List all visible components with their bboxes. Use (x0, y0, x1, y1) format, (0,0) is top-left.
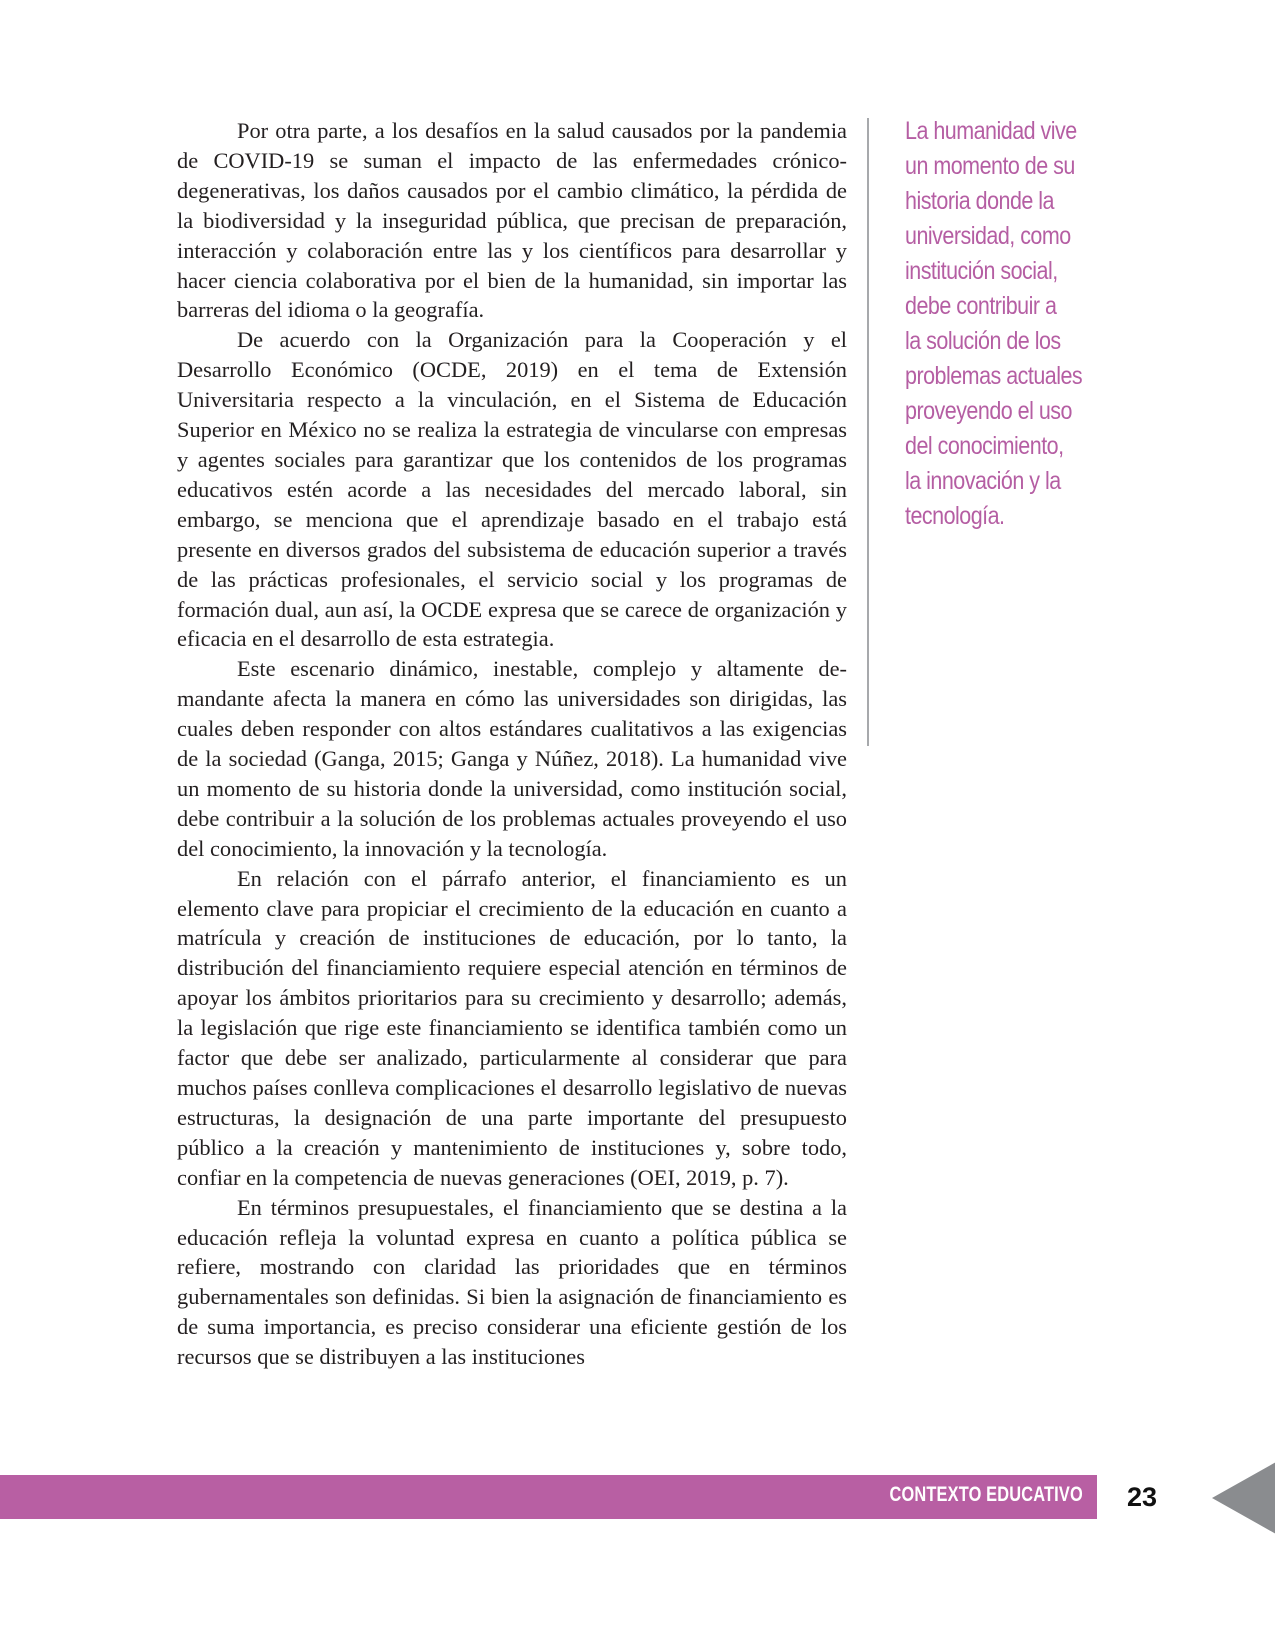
paragraph: Este escenario dinámico, inestable, complejo y altamente demandante afecta la manera en cómo las universidades son dirigidas, las cuales deben responder con altos estándares cualitativos a las exigencias de la sociedad (Ganga, 2015; Ganga y Núñez, 2018). La humanidad vive un momento de su historia donde la universidad, como institución social, debe contribuir a la solución de los problemas actuales proveyendo el uso del conocimiento, la innovación y la tecnología. (177, 656, 847, 861)
pull-quote (905, 114, 1111, 534)
pull-quote-line: del conocimiento, (905, 432, 1064, 460)
pull-quote-line: historia donde la (905, 187, 1055, 215)
footer-section-bar (0, 1475, 1097, 1519)
pull-quote-line: problemas actuales (905, 362, 1083, 390)
pull-quote-line: institución social, (905, 257, 1058, 285)
pull-quote-line: debe contribuir a (905, 292, 1057, 320)
paragraph: Por otra parte, a los desafíos en la salud causados por la pandemia de COVID-19 se suman el impacto de las enfermedades crónico-degenerativas, los daños causados por el cambio climático, la pérdida de la biodiversidad y la inseguridad pública, que precisan de preparación, interacción y colaboración entre las y los científicos para desarrollar y hacer ciencia colaborativa por el bien de la humanidad, sin importar las barreras del idioma o la geografía. (177, 118, 847, 323)
column-divider (867, 118, 869, 746)
main-text-column (177, 116, 847, 1372)
pull-quote-line: proveyendo el uso (905, 397, 1072, 425)
paragraph: En relación con el párrafo anterior, el financiamiento es un elemento clave para propiciar el crecimiento de la educación en cuanto a matrícula y creación de instituciones de educación, por lo tanto, la distribución del financiamiento requiere especial atención en términos de apoyar los ámbitos prioritarios para su crecimiento y desarrollo; además, la legislación que rige este financiamiento se identifica también como un factor que debe ser analizado, particularmente al considerar que para muchos países conlleva complicaciones el desarrollo legislativo de nuevas estructuras, la designación de una parte importante del presupuesto público a la creación y mantenimiento de instituciones y, sobre todo, confiar en la competencia de nuevas generaciones (OEI, 2019, p. 7). (177, 865, 847, 1190)
pull-quote-line: un momento de su (905, 152, 1075, 180)
triangle-left-icon[interactable] (1212, 1462, 1275, 1534)
page-number: 23 (1127, 1482, 1158, 1512)
pull-quote-line: universidad, como (905, 222, 1071, 250)
pull-quote-line: La humanidad vive (905, 117, 1077, 145)
paragraph: En términos presupuestales, el financiamiento que se destina a la educación refleja la voluntad expresa en cuanto a política pública se refiere, mostrando con claridad las prioridades que en términos gubernamentales son definidas. Si bien la asignación de financiamiento es de suma importancia, es preciso considerar una eficiente gestión de los recursos que se distribuyen a las instituciones (177, 1194, 847, 1370)
pull-quote-line: la solución de los (905, 327, 1061, 355)
section-label: CONTEXTO EDUCATIVO (889, 1483, 1083, 1506)
paragraph: De acuerdo con la Organización para la Cooperación y el Desarrollo Económico (OCDE, 2019) en el tema de Extensión Universitaria respecto a la vinculación, en el Sistema de Educación Superior en México no se realiza la estrategia de vincularse con empresas y agentes sociales para garantizar que los contenidos de los programas educativos estén acorde a las necesidades del mercado laboral, sin embargo, se menciona que el aprendizaje basado en el trabajo está presente en diversos grados del subsistema de educación superior a través de las prácticas profesionales, el servicio social y los programas de formación dual, aun así, la OCDE expresa que se carece de organización y eficacia en el desarrollo de esta estrategia. (177, 327, 847, 652)
pull-quote-line: tecnología. (905, 502, 1005, 530)
pull-quote-line: la innovación y la (905, 467, 1061, 495)
